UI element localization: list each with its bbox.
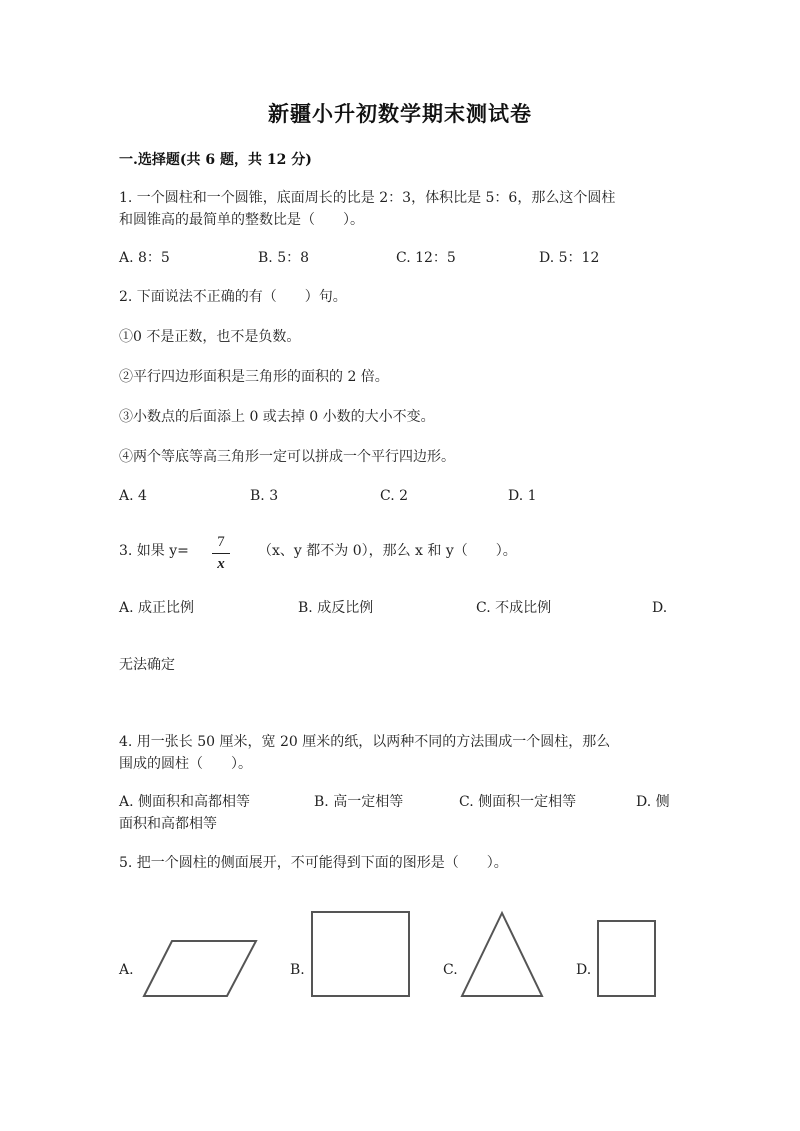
q4-option-c: C. 侧面积一定相等 <box>459 794 577 810</box>
q5-stem: 5. 把一个圆柱的侧面展开，不可能得到下面的图形是（ ）。 <box>119 855 508 871</box>
parallelogram-outline <box>144 941 256 996</box>
q5-label-d: D. <box>576 962 592 978</box>
q1-option-b: B. 5：8 <box>258 250 310 266</box>
q2-stem: 2. 下面说法不正确的有（ ）句。 <box>119 289 347 305</box>
q3-fraction-numerator: 7 <box>217 534 225 550</box>
rectangle-outline <box>312 912 409 996</box>
q2-statement-1: ①0 不是正数，也不是负数。 <box>119 329 301 345</box>
triangle-figure <box>460 911 545 999</box>
parallelogram-figure <box>142 939 258 999</box>
q2-option-b: B. 3 <box>250 488 279 504</box>
q1-option-a: A. 8：5 <box>119 250 170 266</box>
q3-option-d-continued: 无法确定 <box>119 657 175 673</box>
tall-rectangle-figure <box>596 919 658 999</box>
q2-statement-2: ②平行四边形面积是三角形的面积的 2 倍。 <box>119 369 389 385</box>
q2-statement-3: ③小数点的后面添上 0 或去掉 0 小数的大小不变。 <box>119 409 435 425</box>
q3-stem-suffix: （x、y 都不为 0），那么 x 和 y（ ）。 <box>258 543 517 559</box>
q2-option-c: C. 2 <box>380 488 409 504</box>
q4-stem-line1: 4. 用一张长 50 厘米，宽 20 厘米的纸，以两种不同的方法围成一个圆柱，那么 <box>119 734 611 750</box>
q3-option-d: D. <box>652 600 668 616</box>
q4-stem-line2: 围成的圆柱（ ）。 <box>119 756 252 772</box>
q1-stem-line2: 和圆锥高的最简单的整数比是（ ）。 <box>119 212 364 228</box>
q4-option-b: B. 高一定相等 <box>314 794 404 810</box>
section-heading: 一.选择题(共 6 题，共 12 分) <box>119 152 312 168</box>
q5-label-c: C. <box>443 962 458 978</box>
q4-option-d: D. 侧 <box>636 794 670 810</box>
q1-option-c: C. 12：5 <box>396 250 456 266</box>
q3-option-b: B. 成反比例 <box>298 600 374 616</box>
q1-option-d: D. 5：12 <box>539 250 600 266</box>
q3-fraction <box>212 534 230 573</box>
triangle-outline <box>462 913 542 996</box>
page-title: 新疆小升初数学期末测试卷 <box>268 101 532 126</box>
q3-option-c: C. 不成比例 <box>476 600 552 616</box>
q2-option-a: A. 4 <box>119 488 147 504</box>
q1-stem-line1: 1. 一个圆柱和一个圆锥，底面周长的比是 2：3，体积比是 5：6，那么这个圆柱 <box>119 190 616 206</box>
q5-label-a: A. <box>119 962 134 978</box>
tall-rectangle-outline <box>598 921 655 996</box>
q3-fraction-denominator: x <box>217 556 225 572</box>
q3-option-a: A. 成正比例 <box>119 600 195 616</box>
q3-stem-prefix: 3. 如果 y= <box>119 543 189 559</box>
q4-option-a: A. 侧面积和高都相等 <box>119 794 251 810</box>
q4-option-d-continued: 面积和高都相等 <box>119 816 217 832</box>
q3-fraction-bar <box>212 553 230 554</box>
q2-option-d: D. 1 <box>508 488 537 504</box>
rectangle-figure <box>310 910 412 998</box>
q2-statement-4: ④两个等底等高三角形一定可以拼成一个平行四边形。 <box>119 449 455 465</box>
q5-label-b: B. <box>290 962 305 978</box>
